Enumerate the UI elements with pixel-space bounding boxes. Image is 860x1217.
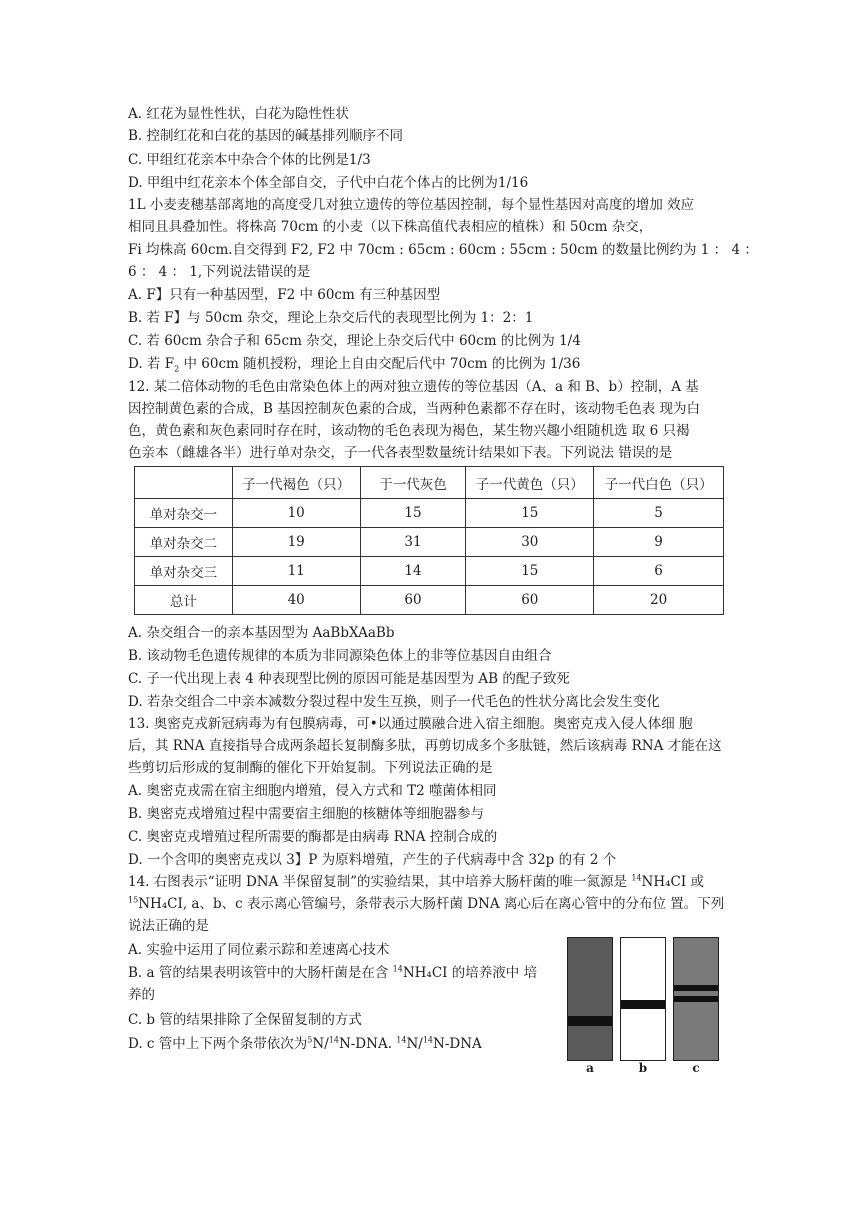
q13-option-b: B. 奥密克戎增殖过程中需要宿主细胞的核糖体等细胞器参与	[128, 806, 485, 822]
table-cell: 19	[232, 528, 360, 557]
table-cell: 60	[466, 586, 594, 615]
q12-option-d: D. 若杂交组合二中亲本减数分裂过程中发生互换，则子一代毛色的性状分离比会发生变化	[128, 694, 660, 710]
centrifuge-tubes-figure	[563, 937, 723, 1074]
q13-stem-line: 后，其 RNA 直接指导合成两条超长复制酶多肽，再剪切成多个多肽链，然后该病毒 RNA 才能在这	[128, 738, 722, 754]
table-cell: 20	[594, 586, 724, 615]
q14-option-d-text: N/	[312, 1036, 329, 1052]
table-cell: 9	[594, 528, 724, 557]
q14-option-b	[128, 963, 537, 983]
q12-stem-line: 色亲本（雌雄各半）进行单对杂交，子一代各表型数量统计结果如下表。下列说法 错误的是	[128, 445, 673, 461]
q14-option-d-text: N-DNA.	[338, 1036, 397, 1052]
q14-option-d-text: N/	[406, 1036, 423, 1052]
tube-label-c: c	[692, 1061, 700, 1075]
table-header-cell: 子一代白色（只）	[594, 467, 724, 499]
table-cell: 15	[466, 557, 594, 586]
q13-option-d: D. 一个含叩的奥密克戎以 3】P 为原料增殖，产生的子代病毒中含 32p 的有 2 个	[128, 852, 617, 868]
q12-stem-line: 色，黄色素和灰色素同时存在时，该动物的毛色表现为褐色，某生物兴趣小组随机选 取 6 只褐	[128, 423, 690, 439]
table-cell: 单对杂交三	[135, 557, 233, 586]
table-cell: 11	[232, 557, 360, 586]
q11-option-b: B. 若 F】与 50cm 杂交，理论上杂交后代的表现型比例为 1：2：1	[128, 310, 534, 326]
table-cell: 总计	[135, 586, 233, 615]
table-header-cell	[135, 467, 233, 499]
q12-stem-line: 12. 某二倍体动物的毛色由常染色体上的两对独立遗传的等位基因（A、a 和 B、b）控制，A 基	[128, 379, 699, 395]
table-cell: 15	[466, 499, 594, 528]
table-cell: 5	[594, 499, 724, 528]
table-row	[135, 586, 724, 615]
table-cell: 15	[360, 499, 466, 528]
table-cell: 30	[466, 528, 594, 557]
q14-option-a: A. 实验中运用了同位素示踪和差速离心技术	[128, 942, 390, 958]
q14-superscript: 15	[128, 895, 139, 905]
q12-option-b: B. 该动物毛色遗传规律的本质为非同源染色体上的非等位基因自由组合	[128, 648, 552, 664]
q13-option-c: C. 奥密克戎增殖过程所需要的酶都是由病毒 RNA 控制合成的	[128, 829, 498, 845]
tube-a	[567, 937, 613, 1061]
table-header-row	[135, 467, 724, 499]
q14-stem-text: NH₄CI 或	[641, 874, 704, 890]
q12-option-c: C. 子一代出现上表 4 种表现型比例的原因可能是基因型为 AB 的配子致死	[128, 671, 570, 687]
q14-stem-text: NH₄CI, a、b、c 表示离心管编号，条带表示大肠杆菌 DNA 离心后在离心管中的分布位 置。下列	[138, 896, 725, 912]
table-row	[135, 557, 724, 586]
q14-superscript: 14	[631, 873, 642, 883]
q10-option-a: A. 红花为显性性状，白花为隐性性状	[128, 106, 349, 122]
q13-option-a: A. 奥密克戎需在宿主细胞内增殖，侵入方式和 T2 噬菌体相同	[128, 783, 497, 799]
q10-option-c: C. 甲组红花亲本中杂合个体的比例是1/3	[128, 152, 371, 168]
q12-stem-line: 因控制黄色素的合成，B 基因控制灰色素的合成，当两种色素都不存在时，该动物毛色表 现为白	[128, 401, 701, 417]
q10-option-d: D. 甲组中红花亲本个体全部自交，子代中白花个体占的比例为1/16	[128, 175, 529, 191]
q11-option-d-subscript: 2	[174, 364, 180, 374]
q14-stem-line	[128, 894, 724, 914]
table-header-cell: 子一代黄色（只）	[466, 467, 594, 499]
q11-stem-line: 相同且具叠加性。将株高 70cm 的小麦（以下株高值代表相应的植株）和 50cm 杂交，	[128, 219, 653, 235]
table-header-cell: 于一代灰色	[360, 467, 466, 499]
table-cell: 31	[360, 528, 466, 557]
table-cell: 6	[594, 557, 724, 586]
table-cell: 60	[360, 586, 466, 615]
q14-option-b-text: B. a 管的结果表明该管中的大肠杆菌是在含	[128, 965, 393, 981]
q14-option-b-text: NH₄CI 的培养液中 培	[402, 965, 538, 981]
tube-c	[673, 937, 719, 1061]
q14-stem-line	[128, 872, 704, 892]
table-cell: 单对杂交一	[135, 499, 233, 528]
q11-option-d-text: 中 60cm 随机授粉，理论上自由交配后代中 70cm 的比例为 1/36	[179, 356, 581, 372]
dna-band	[674, 996, 718, 1002]
q14-option-b-continued: 养的	[128, 987, 155, 1003]
tube-label-b: b	[638, 1061, 648, 1075]
q11-option-d	[128, 354, 580, 374]
q12-results-table	[134, 466, 724, 615]
q11-stem-line: 6 ： 4 ： 1,下列说法错误的是	[128, 264, 311, 280]
dna-band	[674, 985, 718, 991]
q11-option-c: C. 若 60cm 杂合子和 65cm 杂交，理论上杂交后代中 60cm 的比例为 1/4	[128, 333, 581, 349]
table-cell: 10	[232, 499, 360, 528]
q12-option-a: A. 杂交组合一的亲本基因型为 AaBbXAaBb	[128, 625, 395, 641]
tube-label-a: a	[586, 1061, 594, 1075]
q14-superscript: 5	[307, 1035, 313, 1045]
q10-option-b: B. 控制红花和白花的基因的碱基排列顺序不同	[128, 128, 404, 144]
q11-option-d-text: D. 若 F	[128, 356, 175, 372]
q14-stem-line: 说法正确的是	[128, 918, 209, 934]
dna-band	[621, 1000, 665, 1009]
table-cell: 单对杂交二	[135, 528, 233, 557]
dna-band	[568, 1016, 612, 1026]
q14-superscript: 14	[396, 1035, 407, 1045]
q14-superscript: 14	[422, 1035, 434, 1045]
q13-stem-line: 13. 奥密克戎新冠病毒为有包膜病毒，可•以通过膜融合进入宿主细胞。奥密克戎入侵人体细 胞	[128, 716, 693, 732]
q14-option-d-text: D. c 管中上下两个条带依次为	[128, 1036, 308, 1052]
table-cell: 40	[232, 586, 360, 615]
q14-superscript: 14	[392, 964, 403, 974]
q11-stem-line: 1L 小麦麦穗基部离地的高度受几对独立遗传的等位基因控制，每个显性基因对高度的增加 效应	[128, 197, 695, 213]
table-header-cell: 子一代褐色（只）	[232, 467, 360, 499]
q14-option-d	[128, 1034, 482, 1054]
q14-option-d-text: N-DNA	[433, 1036, 482, 1052]
table-row	[135, 528, 724, 557]
q13-stem-line: 些剪切后形成的复制酶的催化下开始复制。下列说法正确的是	[128, 760, 493, 776]
q11-option-a: A. F】只有一种基因型，F2 中 60cm 有三种基因型	[128, 287, 441, 303]
q14-option-c: C. b 管的结果排除了全保留复制的方式	[128, 1012, 362, 1028]
q14-stem-text: 14. 右图表示“证明 DNA 半保留复制”的实验结果，其中培养大肠杆菌的唯一氮源是	[128, 874, 632, 890]
q11-stem-line: Fi 均株高 60cm.自交得到 F2, F2 中 70cm : 65cm : 60cm : 55cm : 50cm 的数量比例约为 1 ： 4 ：	[128, 242, 758, 258]
q14-superscript: 14	[328, 1035, 339, 1045]
table-row	[135, 499, 724, 528]
table-cell: 14	[360, 557, 466, 586]
tube-b	[620, 937, 666, 1061]
